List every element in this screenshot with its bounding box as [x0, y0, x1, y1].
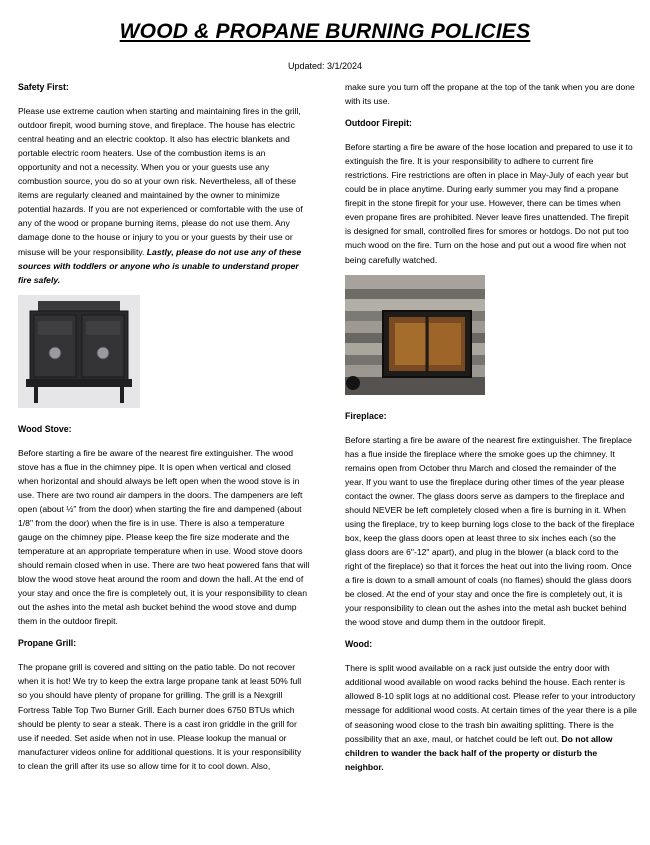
wood-stove-body: Before starting a fire be aware of the nearest fire extinguisher. The wood stove has a flue in the chimney pipe. It is open when vertical and closed when horizontal and should always be left open when the wood stove is in use. There are two round air dampers in the doors. The dampeners are left open (about ½" from the door) when starting the fire and dampened (about 1/8" from the door) when the fire is in use. There is also a temperature gauge on the chimney pipe. Please keep the fire size moderate and the temperature at an appropriate temperature when in use. Wood stove doors should remain closed when in use. There are two heat powered fans that will blow the wood stove heat around the room and down the hall. At the end of your stay and once the fire is completely out, it is your responsibility to clean out the ashes into the metal ash bucket behind the wood stove and dump them in the outdoor firepit. — [18, 447, 310, 627]
right-column — [345, 80, 637, 782]
safety-text — [18, 104, 310, 287]
wood-text — [345, 661, 637, 773]
fireplace-heading: Fireplace: — [345, 410, 387, 421]
wood-emphasis: Do not allow children to wander the back half of the property or disturb the neighbor. — [345, 733, 613, 772]
propane-grill-continued: make sure you turn off the propane at the top of the tank when you are done with its use. — [345, 82, 635, 107]
fireplace-photo — [345, 275, 485, 395]
safety-heading: Safety First: — [18, 82, 69, 92]
fireplace-body: Before starting a fire be aware of the nearest fire extinguisher. The fireplace has a flue inside the fireplace where the smoke goes up the chimney. It remains open from October thru March and closed the remainder of the year. If you want to use the fireplace during other times of the year please contact the owner. The glass doors serve as dampers to the fireplace and should NEVER be left completely closed when a fire is burning in it. When using the fireplace, try to keep burning logs close to the back of the fireplace box, keep the glass doors open at least three to six inches each (so the glass doors are 6"-12" apart), and plug in the blower (a black cord to the right of the fireplace) so that it forces the heat out into the living room. Once a fire is down to a small amount of coals (no flames) should the glass doors be closed. At the end of your stay and once the fire is completely out, it is your responsibility to clean out the ashes into the metal ash bucket behind the wood stove and dump them in the outdoor firepit. — [345, 434, 635, 628]
left-column — [18, 80, 310, 781]
safety-body: Please use extreme caution when starting and maintaining fires in the grill, outdoor firepit, wood burning stove, and fireplace. The house has electric central heating and an electric cooktop. It also has electric blankets and portable electric room heaters. Use of the combustion items is an opportunity and not a necessity. When you or your guests use any combustion source, you do so at your own risk. Nevertheless, all of these items are regularly cleaned and maintained by the owner to minimize potential hazards. If you are not experienced or comfortable with the use of any of the wood or propane burning items, please do not use them. Any damage done to the house or injury to you or your guests by their use or misuse will be your responsibility. — [18, 106, 303, 257]
propane-grill-body: The propane grill is covered and sitting on the patio table. Do not recover when it is hot! We try to keep the extra large propane tank at least 50% full so you should have plenty of propane for grilling. The grill is a Nexgrill Fortress Table Top Two Burner Grill. Each burner does 6750 BTUs which should be plenty to sear a steak. There is a cast iron griddle in the grill for use if needed. Set aside when not in use. Please lookup the manual or manufacturer videos online for additional questions. It is your responsibility to clean the grill after its use so allow time for it to cool down. Also, — [18, 662, 302, 771]
wood-stove-heading: Wood Stove: — [18, 423, 72, 434]
propane-grill-heading: Propane Grill: — [18, 638, 77, 649]
safety-emphasis: Lastly, please do not use any of these sources with toddlers or anyone who is unable to understand proper fire safely. — [18, 246, 302, 285]
wood-heading: Wood: — [345, 639, 373, 650]
outdoor-firepit-body: Before starting a fire be aware of the hose location and prepared to use it to extinguish the fire. It is your responsibility to adhere to current fire restrictions. Fire restrictions are often in place in May-July of each year but could be in place anytime. During early summer you may find a propane firepit in the stone firepit for your use. However, there can be times when even propane fires are prohibited. Never leave fires unattended. The firepit is designed for small, controlled fires for smores or hotdogs. Do not put too much wood on the fire. Turn on the hose and put out a wood fire when not being carefully watched. — [345, 142, 633, 265]
updated-date: Updated: 3/1/2024 — [287, 61, 363, 71]
wood-body: There is split wood available on a rack just outside the entry door with additional wood available on wood racks behind the house. Each renter is allowed 8-10 split logs at no additional cost. Please refer to your introductory message for additional wood costs. At certain times of the year there is a pile of seasoning wood close to the trash bin awaiting splitting. There is the possibility that an axe, maul, or hatchet could be left out. — [345, 663, 637, 744]
wood-stove-photo — [18, 295, 140, 408]
outdoor-firepit-heading: Outdoor Firepit: — [345, 118, 412, 129]
page-title: WOOD & PROPANE BURNING POLICIES — [119, 20, 531, 43]
